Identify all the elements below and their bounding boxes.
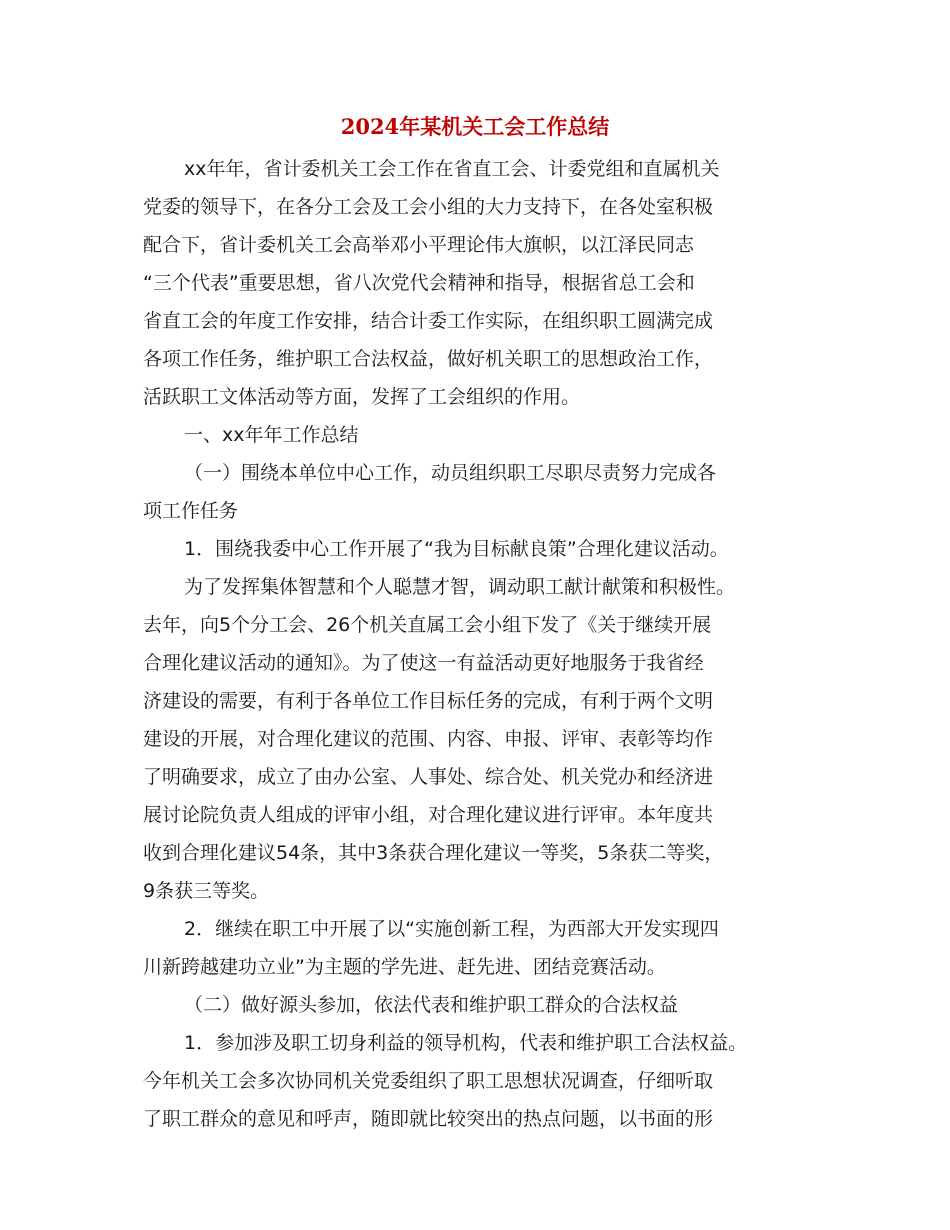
text-line: 建设的开展，对合理化建议的范围、内容、申报、评审、表彰等均作 <box>143 728 714 750</box>
text-line: 川新跨越建功立业”为主题的学先进、赶先进、团结竞赛活动。 <box>143 956 666 978</box>
text-line: 2．继续在职工中开展了以“实施创新工程，为西部大开发实现四 <box>184 918 719 940</box>
text-line: 了明确要求，成立了由办公室、人事处、综合处、机关党办和经济进 <box>143 766 714 788</box>
document-title: 2024年某机关工会工作总结 <box>340 114 610 139</box>
text-line: 项工作任务 <box>143 500 239 522</box>
text-line: xx年年，省计委机关工会工作在省直工会、计委党组和直属机关 <box>184 158 720 180</box>
text-line: 了职工群众的意见和呼声，随即就比较突出的热点问题，以书面的形 <box>143 1108 714 1130</box>
text-line: 各项工作任务，维护职工合法权益，做好机关职工的思想政治工作， <box>143 348 714 370</box>
text-line: 去年，向5个分工会、26个机关直属工会小组下发了《关于继续开展 <box>143 614 712 636</box>
text-line: 配合下，省计委机关工会高举邓小平理论伟大旗帜，以江泽民同志 <box>143 234 695 256</box>
subsection-heading: （二）做好源头参加，依法代表和维护职工群众的合法权益 <box>184 994 679 1016</box>
text-line: 9条获三等奖。 <box>143 880 270 902</box>
text-line: 党委的领导下，在各分工会及工会小组的大力支持下，在各处室积极 <box>143 196 714 218</box>
text-line: “三个代表”重要思想，省八次党代会精神和指导，根据省总工会和 <box>143 272 695 294</box>
text-line: 收到合理化建议54条，其中3条获合理化建议一等奖，5条获二等奖， <box>143 842 724 864</box>
text-line: 1．参加涉及职工切身利益的领导机构，代表和维护职工合法权益。 <box>184 1032 748 1054</box>
text-line: 1．围绕我委中心工作开展了“我为目标献良策”合理化建议活动。 <box>184 538 729 560</box>
text-line: 合理化建议活动的通知》。为了使这一有益活动更好地服务于我省经 <box>143 652 704 674</box>
text-line: 省直工会的年度工作安排，结合计委工作实际，在组织职工圆满完成 <box>143 310 714 332</box>
section-heading: 一、xx年年工作总结 <box>184 424 359 446</box>
text-line: 活跃职工文体活动等方面，发挥了工会组织的作用。 <box>143 386 581 408</box>
text-line: 为了发挥集体智慧和个人聪慧才智，调动职工献计献策和积极性。 <box>184 576 736 598</box>
text-line: 展讨论院负责人组成的评审小组，对合理化建议进行评审。本年度共 <box>143 804 714 826</box>
subsection-heading: （一）围绕本单位中心工作，动员组织职工尽职尽责努力完成各 <box>184 462 717 484</box>
text-line: 济建设的需要，有利于各单位工作目标任务的完成，有利于两个文明 <box>143 690 714 712</box>
text-line: 今年机关工会多次协同机关党委组织了职工思想状况调查，仔细听取 <box>143 1070 714 1092</box>
